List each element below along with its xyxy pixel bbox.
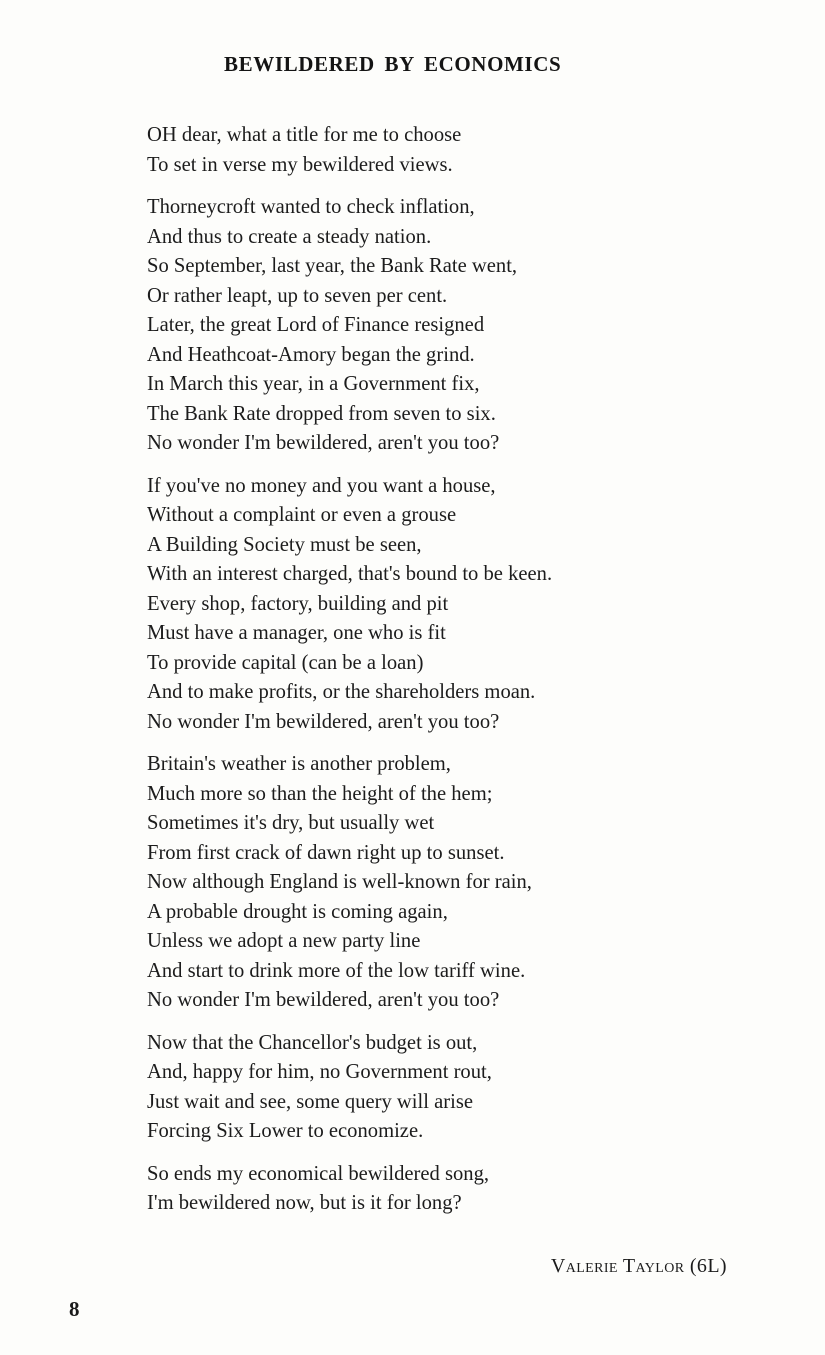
poem-line: Thorneycroft wanted to check inflation,	[147, 196, 475, 218]
poem-line: And start to drink more of the low tariff wine.	[147, 959, 526, 982]
poem-line: To provide capital (can be a loan)	[147, 651, 424, 674]
poem-line: If you've no money and you want a house,	[147, 474, 496, 497]
poem-line: Later, the great Lord of Finance resigned	[147, 314, 485, 336]
page-number: 8	[69, 1297, 80, 1321]
poem-line: And to make profits, or the shareholders moan.	[147, 681, 536, 703]
poem-line: The Bank Rate dropped from seven to six.	[147, 402, 496, 425]
author-signature: Valerie Taylor (6L)	[550, 1255, 727, 1277]
poem-refrain: No wonder I'm bewildered, aren't you too?	[147, 710, 500, 733]
poem-line: And thus to create a steady nation.	[147, 225, 432, 248]
poem-line: Or rather leapt, up to seven per cent.	[147, 284, 448, 307]
poem-body	[147, 121, 767, 1232]
poem-refrain: No wonder I'm bewildered, aren't you too?	[147, 432, 500, 454]
poem-line: So September, last year, the Bank Rate went,	[147, 255, 518, 277]
poem-line: Every shop, factory, building and pit	[147, 592, 449, 615]
poem-line: Britain's weather is another problem,	[147, 753, 451, 775]
stanza-3	[147, 472, 767, 738]
stanza-4	[147, 750, 767, 1016]
poem-title: BEWILDERED BY ECONOMICS	[224, 52, 562, 76]
poem-line: Sometimes it's dry, but usually wet	[147, 812, 435, 834]
poem-line: To set in verse my bewildered views.	[147, 153, 453, 176]
poem-line: Just wait and see, some query will arise	[147, 1090, 473, 1113]
poem-line: A Building Society must be seen,	[147, 533, 422, 556]
poem-line: A probable drought is coming again,	[147, 900, 448, 923]
stanza-5	[147, 1029, 767, 1147]
poem-line: Without a complaint or even a grouse	[147, 504, 457, 526]
poem-line: In March this year, in a Government fix,	[147, 373, 480, 395]
poem-line: OH dear, what a title for me to choose	[147, 124, 462, 146]
stanza-1	[147, 121, 767, 180]
poem-line: Unless we adopt a new party line	[147, 930, 421, 952]
poem-line: With an interest charged, that's bound to be keen.	[147, 563, 553, 585]
poem-line: So ends my economical bewildered song,	[147, 1162, 490, 1185]
poem-line: Much more so than the height of the hem;	[147, 782, 493, 805]
poem-refrain: No wonder I'm bewildered, aren't you too?	[147, 989, 500, 1011]
stanza-6	[147, 1160, 767, 1219]
poem-line: Now although England is well-known for rain,	[147, 871, 532, 893]
poem-line: Forcing Six Lower to economize.	[147, 1120, 424, 1142]
poem-line: Must have a manager, one who is fit	[147, 622, 446, 644]
poem-line: I'm bewildered now, but is it for long?	[147, 1192, 462, 1214]
poem-line: From first crack of dawn right up to sunset.	[147, 841, 505, 864]
stanza-2	[147, 193, 767, 459]
poem-line: Now that the Chancellor's budget is out,	[147, 1031, 478, 1054]
poem-line: And Heathcoat-Amory began the grind.	[147, 343, 475, 366]
poem-line: And, happy for him, no Government rout,	[147, 1061, 492, 1083]
